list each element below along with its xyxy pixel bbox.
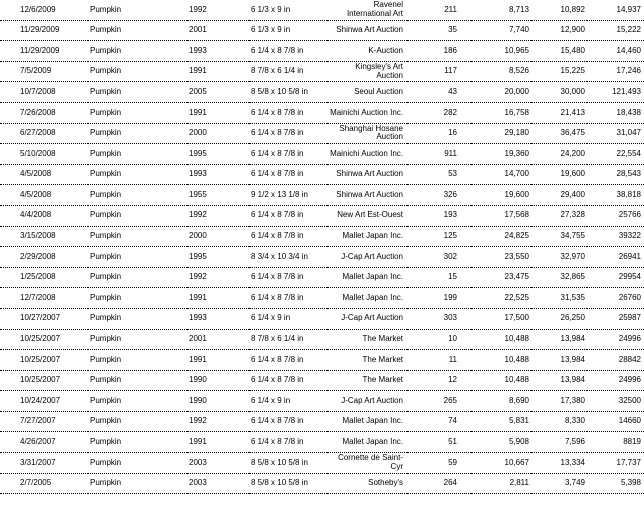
- sale-date-cell: 2/7/2005: [0, 473, 88, 494]
- artwork-title-cell: Pumpkin: [88, 41, 187, 62]
- artwork-title-cell: Pumpkin: [88, 350, 187, 371]
- sale-date-cell: 7/27/2007: [0, 411, 88, 432]
- hammer-price-cell: 38,818: [587, 185, 644, 206]
- hammer-price-cell: 14,460: [587, 41, 644, 62]
- hammer-price-cell: 28,543: [587, 164, 644, 185]
- estimate-high-cell: 3,749: [531, 473, 587, 494]
- auction-house-name: The Market: [362, 375, 403, 385]
- artwork-size-cell: 6 1/4 x 8 7/8 in: [249, 370, 327, 391]
- artwork-size-cell: 8 5/8 x 10 5/8 in: [249, 453, 327, 474]
- artwork-size-cell: 8 7/8 x 6 1/4 in: [249, 329, 327, 350]
- artwork-size-cell: 6 1/4 x 8 7/8 in: [249, 350, 327, 371]
- table-row: [0, 391, 644, 412]
- sale-date-cell: 10/25/2007: [0, 350, 88, 371]
- sale-date-cell: 4/26/2007: [0, 432, 88, 453]
- table-row: [0, 61, 644, 82]
- auction-house-name: Mallet Japan Inc.: [342, 416, 403, 426]
- artwork-year-cell: 2005: [187, 82, 249, 103]
- artwork-title-cell: Pumpkin: [88, 432, 187, 453]
- auction-house-cell: [327, 308, 407, 329]
- artwork-size-cell: 6 1/4 x 8 7/8 in: [249, 41, 327, 62]
- artwork-year-cell: 2001: [187, 329, 249, 350]
- table-row: [0, 20, 644, 41]
- estimate-low-cell: 8,690: [471, 391, 531, 412]
- sale-date-cell: 2/29/2008: [0, 247, 88, 268]
- lot-number-cell: 59: [407, 453, 471, 474]
- estimate-high-cell: 17,380: [531, 391, 587, 412]
- sale-date-cell: 1/25/2008: [0, 267, 88, 288]
- auction-house-cell: [327, 123, 407, 144]
- estimate-high-cell: 30,000: [531, 82, 587, 103]
- sale-date-cell: 4/5/2008: [0, 164, 88, 185]
- artwork-year-cell: 1991: [187, 102, 249, 123]
- artwork-size-cell: 6 1/4 x 8 7/8 in: [249, 102, 327, 123]
- lot-number-cell: 264: [407, 473, 471, 494]
- hammer-price-cell: 31,047: [587, 123, 644, 144]
- artwork-year-cell: 1992: [187, 267, 249, 288]
- table-row: [0, 453, 644, 474]
- artwork-size-cell: 6 1/3 x 9 in: [249, 0, 327, 20]
- table-row: [0, 247, 644, 268]
- artwork-year-cell: 1991: [187, 61, 249, 82]
- estimate-low-cell: 16,758: [471, 102, 531, 123]
- table-row: [0, 411, 644, 432]
- auction-house-cell: [327, 102, 407, 123]
- sale-date-cell: 4/4/2008: [0, 205, 88, 226]
- estimate-low-cell: 14,700: [471, 164, 531, 185]
- hammer-price-cell: 24996: [587, 329, 644, 350]
- estimate-low-cell: 22,525: [471, 288, 531, 309]
- table-row: [0, 82, 644, 103]
- artwork-year-cell: 2003: [187, 473, 249, 494]
- estimate-low-cell: 5,831: [471, 411, 531, 432]
- artwork-size-cell: 6 1/4 x 8 7/8 in: [249, 205, 327, 226]
- estimate-low-cell: 10,965: [471, 41, 531, 62]
- artwork-title-cell: Pumpkin: [88, 370, 187, 391]
- auction-house-cell: [327, 61, 407, 82]
- hammer-price-cell: 121,493: [587, 82, 644, 103]
- auction-house-cell: [327, 370, 407, 391]
- estimate-high-cell: 36,475: [531, 123, 587, 144]
- lot-number-cell: 43: [407, 82, 471, 103]
- sale-date-cell: 7/26/2008: [0, 102, 88, 123]
- estimate-high-cell: 12,900: [531, 20, 587, 41]
- estimate-high-cell: 7,596: [531, 432, 587, 453]
- artwork-title-cell: Pumpkin: [88, 473, 187, 494]
- artwork-title-cell: Pumpkin: [88, 247, 187, 268]
- lot-number-cell: 51: [407, 432, 471, 453]
- artwork-size-cell: 6 1/3 x 9 in: [249, 20, 327, 41]
- auction-house-cell: [327, 267, 407, 288]
- auction-house-cell: [327, 288, 407, 309]
- auction-house-cell: [327, 144, 407, 165]
- artwork-year-cell: 1992: [187, 205, 249, 226]
- artwork-year-cell: 1955: [187, 185, 249, 206]
- lot-number-cell: 211: [407, 0, 471, 20]
- auction-house-name: Ravenel International Art: [346, 0, 403, 18]
- estimate-low-cell: 8,526: [471, 61, 531, 82]
- artwork-size-cell: 6 1/4 x 8 7/8 in: [249, 288, 327, 309]
- lot-number-cell: 16: [407, 123, 471, 144]
- auction-house-cell: [327, 185, 407, 206]
- estimate-high-cell: 10,892: [531, 0, 587, 20]
- estimate-high-cell: 15,225: [531, 61, 587, 82]
- table-row: [0, 370, 644, 391]
- table-row: [0, 185, 644, 206]
- artwork-size-cell: 6 1/4 x 8 7/8 in: [249, 226, 327, 247]
- hammer-price-cell: 5,398: [587, 473, 644, 494]
- table-row: [0, 473, 644, 494]
- auction-house-name: Shinwa Art Auction: [336, 25, 403, 35]
- estimate-high-cell: 13,984: [531, 329, 587, 350]
- lot-number-cell: 265: [407, 391, 471, 412]
- estimate-low-cell: 10,488: [471, 329, 531, 350]
- artwork-title-cell: Pumpkin: [88, 411, 187, 432]
- artwork-year-cell: 1992: [187, 0, 249, 20]
- lot-number-cell: 911: [407, 144, 471, 165]
- hammer-price-cell: 25766: [587, 205, 644, 226]
- table-row: [0, 350, 644, 371]
- artwork-title-cell: Pumpkin: [88, 0, 187, 20]
- auction-house-cell: [327, 205, 407, 226]
- artwork-size-cell: 6 1/4 x 8 7/8 in: [249, 164, 327, 185]
- hammer-price-cell: 32500: [587, 391, 644, 412]
- artwork-title-cell: Pumpkin: [88, 144, 187, 165]
- hammer-price-cell: 14,937: [587, 0, 644, 20]
- auction-house-cell: [327, 473, 407, 494]
- estimate-high-cell: 13,984: [531, 350, 587, 371]
- auction-house-cell: [327, 41, 407, 62]
- hammer-price-cell: 24996: [587, 370, 644, 391]
- estimate-low-cell: 23,475: [471, 267, 531, 288]
- table-row: [0, 288, 644, 309]
- estimate-high-cell: 34,755: [531, 226, 587, 247]
- estimate-high-cell: 26,250: [531, 308, 587, 329]
- hammer-price-cell: 15,222: [587, 20, 644, 41]
- artwork-year-cell: 1990: [187, 370, 249, 391]
- auction-house-name: Mallet Japan Inc.: [342, 272, 403, 282]
- lot-number-cell: 303: [407, 308, 471, 329]
- auction-house-cell: [327, 164, 407, 185]
- auction-house-name: J-Cap Art Auction: [341, 313, 403, 323]
- auction-house-name: Mallet Japan Inc.: [342, 292, 403, 302]
- estimate-high-cell: 31,535: [531, 288, 587, 309]
- hammer-price-cell: 17,246: [587, 61, 644, 82]
- hammer-price-cell: 18,438: [587, 102, 644, 123]
- artwork-title-cell: Pumpkin: [88, 391, 187, 412]
- artwork-size-cell: 6 1/4 x 8 7/8 in: [249, 144, 327, 165]
- auction-house-name: J-Cap Art Auction: [341, 251, 403, 261]
- auction-house-name: Shinwa Art Auction: [336, 189, 403, 199]
- table-row: [0, 164, 644, 185]
- lot-number-cell: 117: [407, 61, 471, 82]
- table-row: [0, 144, 644, 165]
- artwork-year-cell: 1991: [187, 288, 249, 309]
- lot-number-cell: 74: [407, 411, 471, 432]
- estimate-high-cell: 13,984: [531, 370, 587, 391]
- estimate-low-cell: 10,667: [471, 453, 531, 474]
- lot-number-cell: 35: [407, 20, 471, 41]
- table-row: [0, 0, 644, 20]
- table-row: [0, 308, 644, 329]
- hammer-price-cell: 17,737: [587, 453, 644, 474]
- auction-house-name: Mainichi Auction Inc.: [330, 148, 403, 158]
- lot-number-cell: 11: [407, 350, 471, 371]
- estimate-high-cell: 15,480: [531, 41, 587, 62]
- auction-house-cell: [327, 350, 407, 371]
- auction-house-cell: [327, 20, 407, 41]
- auction-house-cell: [327, 411, 407, 432]
- lot-number-cell: 15: [407, 267, 471, 288]
- hammer-price-cell: 39322: [587, 226, 644, 247]
- sale-date-cell: 12/6/2009: [0, 0, 88, 20]
- auction-house-name: Mainichi Auction Inc.: [330, 107, 403, 117]
- auction-house-name: K-Auction: [368, 45, 403, 55]
- auction-house-name: Mallet Japan Inc.: [342, 231, 403, 241]
- artwork-year-cell: 2000: [187, 226, 249, 247]
- hammer-price-cell: 22,554: [587, 144, 644, 165]
- hammer-price-cell: 29954: [587, 267, 644, 288]
- auction-house-cell: [327, 226, 407, 247]
- artwork-year-cell: 2001: [187, 20, 249, 41]
- estimate-high-cell: 24,200: [531, 144, 587, 165]
- auction-house-cell: [327, 82, 407, 103]
- lot-number-cell: 193: [407, 205, 471, 226]
- estimate-low-cell: 10,488: [471, 350, 531, 371]
- table-row: [0, 102, 644, 123]
- estimate-low-cell: 19,360: [471, 144, 531, 165]
- artwork-size-cell: 6 1/4 x 8 7/8 in: [249, 267, 327, 288]
- estimate-high-cell: 32,865: [531, 267, 587, 288]
- estimate-low-cell: 7,740: [471, 20, 531, 41]
- sale-date-cell: 10/7/2008: [0, 82, 88, 103]
- estimate-high-cell: 19,600: [531, 164, 587, 185]
- artwork-title-cell: Pumpkin: [88, 329, 187, 350]
- sale-date-cell: 10/25/2007: [0, 370, 88, 391]
- sale-date-cell: 3/15/2008: [0, 226, 88, 247]
- artwork-title-cell: Pumpkin: [88, 20, 187, 41]
- auction-house-name: Shinwa Art Auction: [336, 169, 403, 179]
- estimate-low-cell: 23,550: [471, 247, 531, 268]
- sale-date-cell: 10/27/2007: [0, 308, 88, 329]
- artwork-year-cell: 1991: [187, 350, 249, 371]
- artwork-title-cell: Pumpkin: [88, 123, 187, 144]
- table-row: [0, 41, 644, 62]
- artwork-year-cell: 1993: [187, 308, 249, 329]
- artwork-year-cell: 1993: [187, 164, 249, 185]
- sale-date-cell: 7/5/2009: [0, 61, 88, 82]
- auction-house-name: The Market: [362, 354, 403, 364]
- auction-house-cell: [327, 453, 407, 474]
- auction-house-name: New Art Est-Ouest: [337, 210, 403, 220]
- hammer-price-cell: 26941: [587, 247, 644, 268]
- artwork-title-cell: Pumpkin: [88, 226, 187, 247]
- artwork-title-cell: Pumpkin: [88, 205, 187, 226]
- sale-date-cell: 6/27/2008: [0, 123, 88, 144]
- lot-number-cell: 186: [407, 41, 471, 62]
- estimate-high-cell: 27,328: [531, 205, 587, 226]
- table-row: [0, 329, 644, 350]
- table-row: [0, 226, 644, 247]
- artwork-size-cell: 6 1/4 x 8 7/8 in: [249, 411, 327, 432]
- estimate-high-cell: 8,330: [531, 411, 587, 432]
- artwork-title-cell: Pumpkin: [88, 308, 187, 329]
- artwork-size-cell: 9 1/2 x 13 1/8 in: [249, 185, 327, 206]
- artwork-title-cell: Pumpkin: [88, 82, 187, 103]
- estimate-high-cell: 21,413: [531, 102, 587, 123]
- sale-date-cell: 11/29/2009: [0, 20, 88, 41]
- estimate-low-cell: 19,600: [471, 185, 531, 206]
- table-row: [0, 267, 644, 288]
- table-row: [0, 123, 644, 144]
- hammer-price-cell: 14660: [587, 411, 644, 432]
- artwork-year-cell: 1992: [187, 411, 249, 432]
- lot-number-cell: 282: [407, 102, 471, 123]
- table-row: [0, 432, 644, 453]
- auction-house-cell: [327, 432, 407, 453]
- estimate-low-cell: 20,000: [471, 82, 531, 103]
- auction-house-name: The Market: [362, 334, 403, 344]
- sale-date-cell: 3/31/2007: [0, 453, 88, 474]
- estimate-high-cell: 29,400: [531, 185, 587, 206]
- estimate-low-cell: 5,908: [471, 432, 531, 453]
- sale-date-cell: 5/10/2008: [0, 144, 88, 165]
- artwork-size-cell: 6 1/4 x 8 7/8 in: [249, 123, 327, 144]
- artwork-size-cell: 8 7/8 x 6 1/4 in: [249, 61, 327, 82]
- lot-number-cell: 12: [407, 370, 471, 391]
- artwork-size-cell: 8 3/4 x 10 3/4 in: [249, 247, 327, 268]
- estimate-low-cell: 8,713: [471, 0, 531, 20]
- auction-house-cell: [327, 0, 407, 20]
- sale-date-cell: 4/5/2008: [0, 185, 88, 206]
- estimate-high-cell: 32,970: [531, 247, 587, 268]
- artwork-title-cell: Pumpkin: [88, 185, 187, 206]
- auction-house-name: J-Cap Art Auction: [341, 395, 403, 405]
- auction-house-cell: [327, 247, 407, 268]
- artwork-year-cell: 1991: [187, 432, 249, 453]
- auction-house-name: Shanghai Hosane Auction: [339, 123, 403, 142]
- artwork-size-cell: 6 1/4 x 9 in: [249, 391, 327, 412]
- sale-date-cell: 10/24/2007: [0, 391, 88, 412]
- estimate-low-cell: 10,488: [471, 370, 531, 391]
- lot-number-cell: 199: [407, 288, 471, 309]
- estimate-high-cell: 13,334: [531, 453, 587, 474]
- auction-house-name: Mallet Japan Inc.: [342, 437, 403, 447]
- auction-house-cell: [327, 329, 407, 350]
- artwork-size-cell: 8 5/8 x 10 5/8 in: [249, 82, 327, 103]
- auction-house-name: Kingsley's Art Auction: [355, 62, 403, 80]
- hammer-price-cell: 8819: [587, 432, 644, 453]
- hammer-price-cell: 25987: [587, 308, 644, 329]
- artwork-title-cell: Pumpkin: [88, 453, 187, 474]
- sale-date-cell: 10/25/2007: [0, 329, 88, 350]
- estimate-low-cell: 17,500: [471, 308, 531, 329]
- artwork-title-cell: Pumpkin: [88, 61, 187, 82]
- estimate-low-cell: 29,180: [471, 123, 531, 144]
- artwork-year-cell: 2003: [187, 453, 249, 474]
- sale-date-cell: 11/29/2009: [0, 41, 88, 62]
- estimate-low-cell: 2,811: [471, 473, 531, 494]
- lot-number-cell: 125: [407, 226, 471, 247]
- estimate-low-cell: 24,825: [471, 226, 531, 247]
- hammer-price-cell: 26760: [587, 288, 644, 309]
- table-row: [0, 205, 644, 226]
- lot-number-cell: 326: [407, 185, 471, 206]
- lot-number-cell: 302: [407, 247, 471, 268]
- artwork-title-cell: Pumpkin: [88, 164, 187, 185]
- auction-house-cell: [327, 391, 407, 412]
- auction-house-name: Cornette de Saint-Cyr: [338, 453, 403, 471]
- auction-house-name: Sotheby's: [368, 478, 403, 488]
- estimate-low-cell: 17,568: [471, 205, 531, 226]
- artwork-title-cell: Pumpkin: [88, 288, 187, 309]
- artwork-size-cell: 6 1/4 x 8 7/8 in: [249, 432, 327, 453]
- artwork-size-cell: 6 1/4 x 9 in: [249, 308, 327, 329]
- sale-date-cell: 12/7/2008: [0, 288, 88, 309]
- artwork-size-cell: 8 5/8 x 10 5/8 in: [249, 473, 327, 494]
- artwork-year-cell: 1995: [187, 144, 249, 165]
- hammer-price-cell: 28842: [587, 350, 644, 371]
- artwork-year-cell: 2000: [187, 123, 249, 144]
- artwork-title-cell: Pumpkin: [88, 102, 187, 123]
- auction-house-name: Seoul Auction: [354, 86, 403, 96]
- lot-number-cell: 10: [407, 329, 471, 350]
- artwork-year-cell: 1990: [187, 391, 249, 412]
- artwork-year-cell: 1993: [187, 41, 249, 62]
- artwork-year-cell: 1995: [187, 247, 249, 268]
- artwork-title-cell: Pumpkin: [88, 267, 187, 288]
- lot-number-cell: 53: [407, 164, 471, 185]
